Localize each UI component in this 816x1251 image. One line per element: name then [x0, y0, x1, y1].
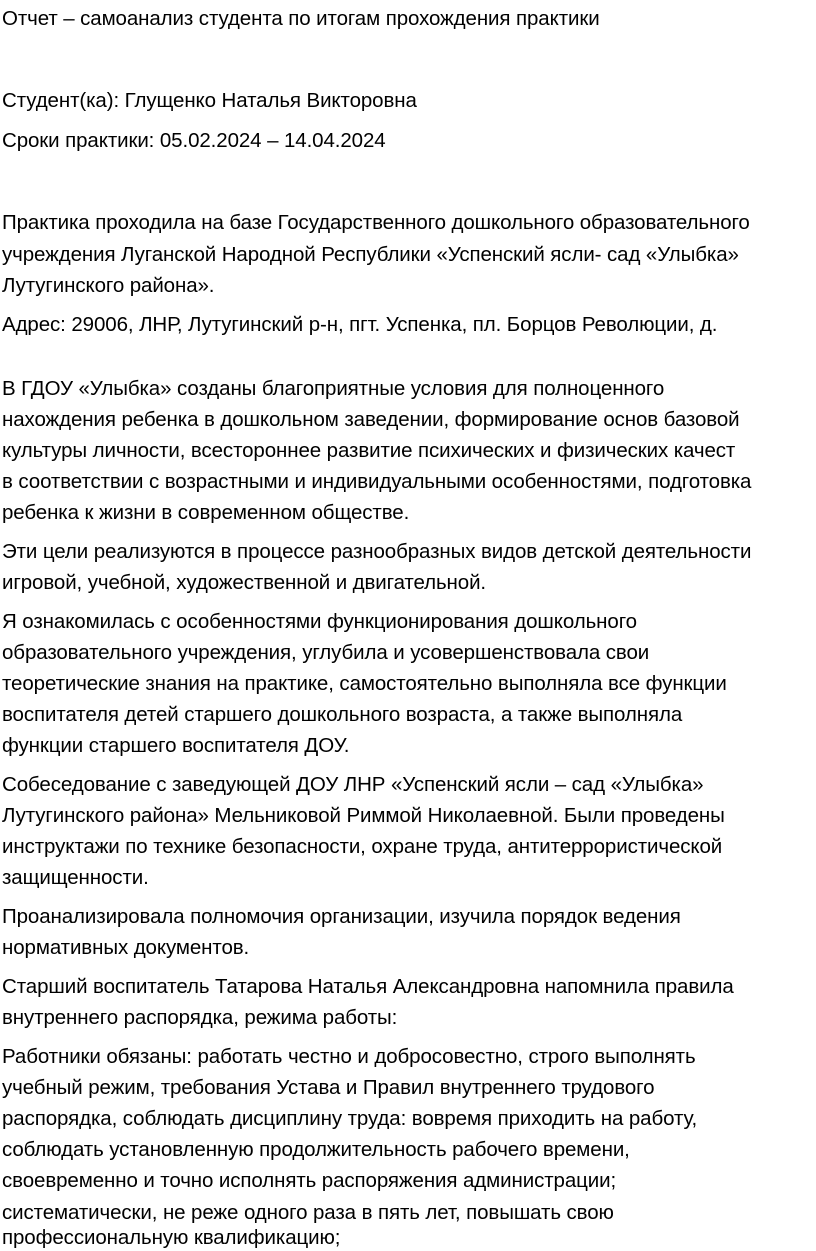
duties-line-1: Работники обязаны: работать честно и добросовестно, строго выполнять — [2, 1045, 696, 1068]
base-line-1: Практика проходила на базе Государственного дошкольного образовательного — [2, 211, 750, 234]
familiarization-line-3: теоретические знания на практике, самостоятельно выполняла все функции — [2, 672, 727, 695]
senior-line-2: внутреннего распорядка, режима работы: — [2, 1006, 398, 1029]
analysis-line-2: нормативных документов. — [2, 936, 250, 959]
qualification-line-2: профессиональную квалификацию; — [2, 1226, 341, 1249]
duties-line-3: распорядка, соблюдать дисциплину труда: вовремя приходить на работу, — [2, 1107, 698, 1130]
familiarization-line-5: функции старшего воспитателя ДОУ. — [2, 734, 350, 757]
base-line-3: Лутугинского района». — [2, 274, 215, 297]
address-line: Адрес: 29006, ЛНР, Лутугинский р-н, пгт. Успенка, пл. Борцов Революции, д. — [2, 313, 718, 336]
qualification-line-1: систематически, не реже одного раза в пять лет, повышать свою — [2, 1201, 614, 1224]
familiarization-line-2: образовательного учреждения, углубила и усовершенствовала свои — [2, 641, 650, 664]
familiarization-line-4: воспитателя детей старшего дошкольного возраста, а также выполняла — [2, 703, 683, 726]
interview-line-4: защищенности. — [2, 866, 149, 889]
practice-dates: Сроки практики: 05.02.2024 – 14.04.2024 — [2, 129, 386, 152]
familiarization-line-1: Я ознакомилась с особенностями функционирования дошкольного — [2, 610, 637, 633]
senior-line-1: Старший воспитатель Татарова Наталья Александровна напомнила правила — [2, 975, 734, 998]
student-name: Студент(ка): Глущенко Наталья Викторовна — [2, 89, 417, 112]
duties-line-5: своевременно и точно исполнять распоряжения администрации; — [2, 1169, 617, 1192]
interview-line-1: Собеседование с заведующей ДОУ ЛНР «Успенский ясли – сад «Улыбка» — [2, 773, 704, 796]
analysis-line-1: Проанализировала полномочия организации, изучила порядок ведения — [2, 905, 681, 928]
interview-line-3: инструктажи по технике безопасности, охране труда, антитеррористической — [2, 835, 723, 858]
conditions-line-2: нахождения ребенка в дошкольном заведении, формирование основ базовой — [2, 408, 740, 431]
document-title: Отчет – самоанализ студента по итогам прохождения практики — [2, 7, 600, 30]
conditions-line-1: В ГДОУ «Улыбка» созданы благоприятные условия для полноценного — [2, 377, 665, 400]
conditions-line-3: культуры личности, всестороннее развитие психических и физических качест — [2, 439, 736, 462]
base-line-2: учреждения Луганской Народной Республики «Успенский ясли- сад «Улыбка» — [2, 243, 739, 266]
goals-line-2: игровой, учебной, художественной и двигательной. — [2, 571, 487, 594]
goals-line-1: Эти цели реализуются в процессе разнообразных видов детской деятельности — [2, 540, 752, 563]
duties-line-4: соблюдать установленную продолжительность рабочего времени, — [2, 1138, 630, 1161]
conditions-line-5: ребенка к жизни в современном обществе. — [2, 501, 410, 524]
interview-line-2: Лутугинского района» Мельниковой Риммой Николаевной. Были проведены — [2, 804, 725, 827]
duties-line-2: учебный режим, требования Устава и Правил внутреннего трудового — [2, 1076, 655, 1099]
conditions-line-4: в соответствии с возрастными и индивидуальными особенностями, подготовка — [2, 470, 752, 493]
